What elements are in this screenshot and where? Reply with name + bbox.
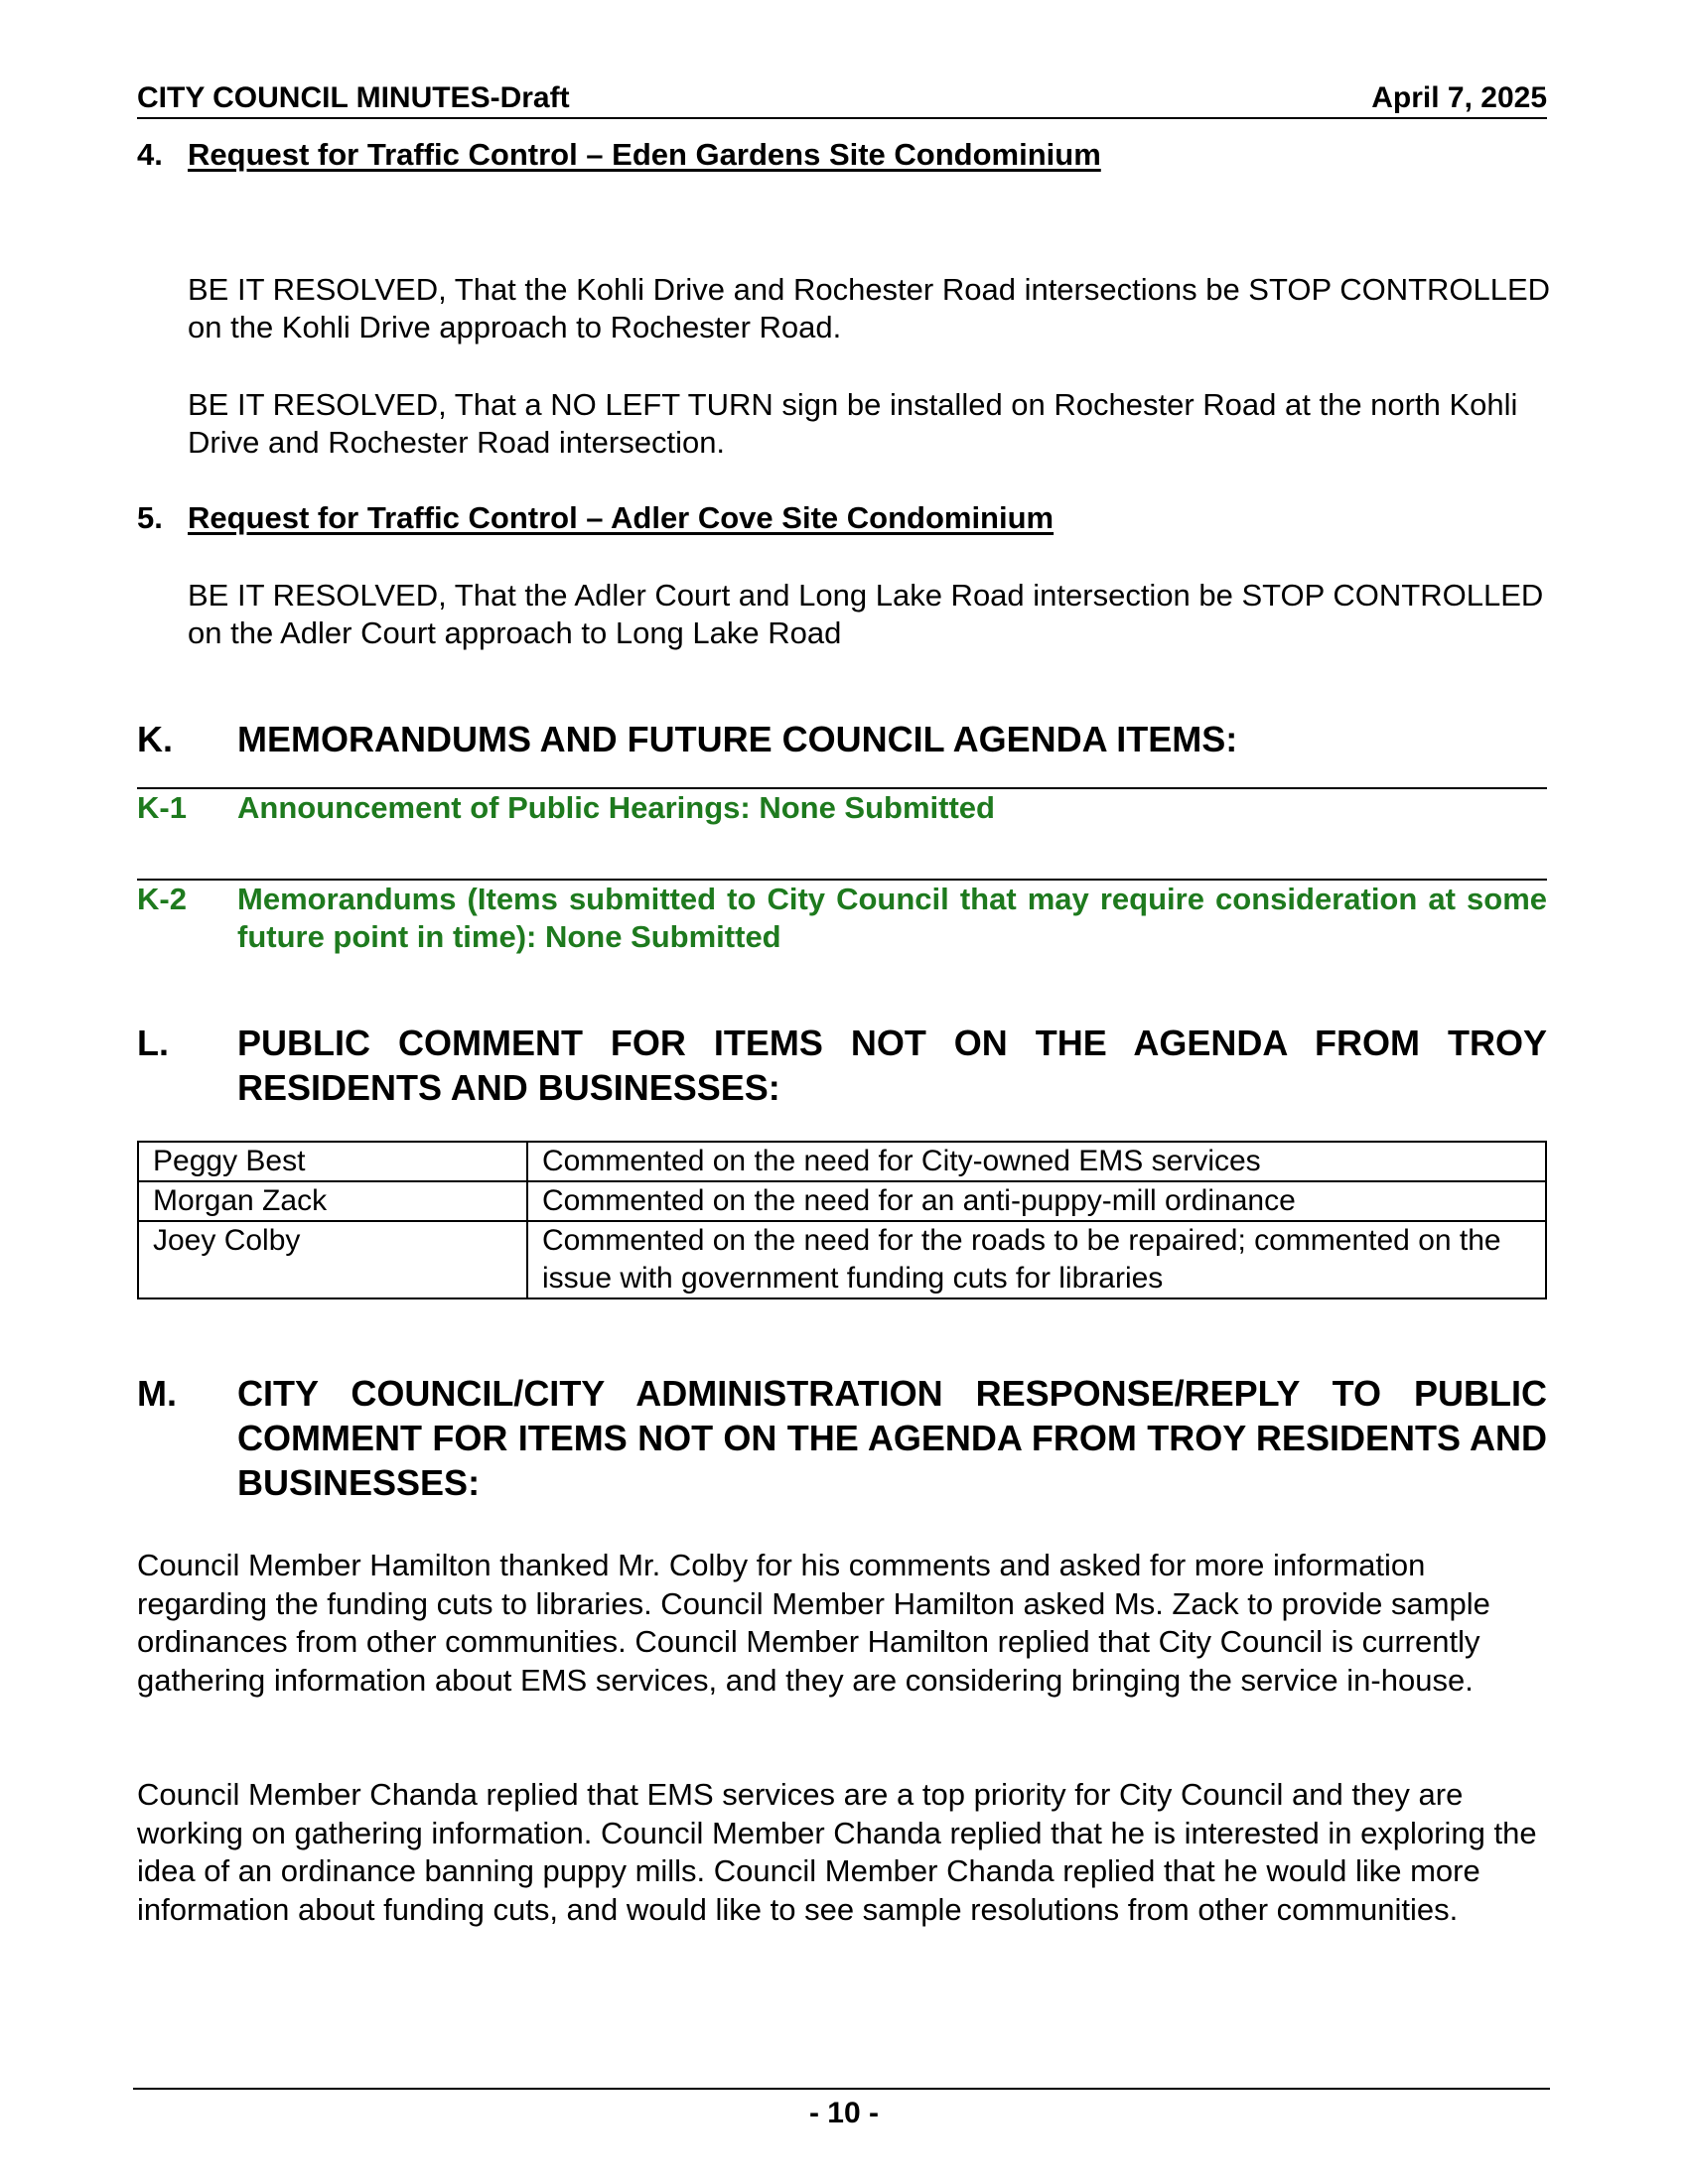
commenter-name: Joey Colby [138,1221,527,1298]
comment-summary: Commented on the need for an anti-puppy-mill ordinance [527,1181,1546,1221]
section-l-heading [137,1021,1547,1110]
commenter-name: Morgan Zack [138,1181,527,1221]
section-letter: M. [137,1373,177,1414]
agenda-item-4 [137,137,1547,177]
subitem-text: Announcement of Public Hearings: None Submitted [237,790,995,825]
section-title: PUBLIC COMMENT FOR ITEMS NOT ON THE AGENDA FROM TROY RESIDENTS AND BUSINESSES: [237,1023,1547,1108]
response-paragraph: Council Member Chanda replied that EMS services are a top priority for City Council and they are working on gathering information. Council Member Chanda replied that he is interested in exploring the idea of an ordinance banning puppy mills. Council Member Chanda replied that he would like more information about funding cuts, and would like to see sample resolutions from other communities. [137,1777,1537,1927]
agenda-item-5 [137,500,1547,540]
subitem-k-1 [137,789,1547,829]
item-number: 5. [137,500,163,535]
comment-summary: Commented on the need for the roads to be repaired; commented on the issue with government funding cuts for libraries [527,1221,1546,1298]
table-row [138,1181,1546,1221]
page-header [137,81,1547,119]
item-number: 4. [137,137,163,172]
item-title: Request for Traffic Control – Adler Cove Site Condominium [188,500,1055,535]
response-paragraph: Council Member Hamilton thanked Mr. Colby for his comments and asked for more information regarding the funding cuts to libraries. Council Member Hamilton asked Ms. Zack to provide sample ordinances from other communities. Council Member Hamilton replied that City Council is currently gathering information about EMS services, and they are considering bringing the service in-house. [137,1548,1490,1698]
comment-summary: Commented on the need for City-owned EMS services [527,1142,1546,1181]
resolution-text: BE IT RESOLVED, That the Kohli Drive and Rochester Road intersections be STOP CONTROLLED on the Kohli Drive approach to Rochester Road. [188,272,1551,344]
section-m-heading [137,1371,1547,1505]
document-title: CITY COUNCIL MINUTES-Draft [137,81,570,114]
table-row [138,1142,1546,1181]
resolution-text: BE IT RESOLVED, That a NO LEFT TURN sign be installed on Rochester Road at the north Kohli Drive and Rochester Road intersection. [188,387,1518,460]
resolution-text: BE IT RESOLVED, That the Adler Court and Long Lake Road intersection be STOP CONTROLLED on the Adler Court approach to Long Lake Road [188,578,1544,650]
section-k-heading [137,717,1547,761]
page-number: - 10 - [808,2097,880,2129]
section-title: CITY COUNCIL/CITY ADMINISTRATION RESPONSE/REPLY TO PUBLIC COMMENT FOR ITEMS NOT ON THE AGENDA FROM TROY RESIDENTS AND BUSINESSES: [237,1373,1547,1503]
public-comment-table [137,1141,1547,1299]
meeting-date: April 7, 2025 [1371,81,1547,114]
table-row [138,1221,1546,1298]
footer-divider [133,2088,1550,2090]
commenter-name: Peggy Best [138,1142,527,1181]
item-title: Request for Traffic Control – Eden Gardens Site Condominium [188,137,1101,172]
subitem-text: Memorandums (Items submitted to City Council that may require consideration at some future point in time): None Submitted [237,882,1547,954]
subitem-k-2 [137,881,1547,960]
section-letter: L. [137,1023,169,1063]
section-letter: K. [137,719,173,759]
section-title: MEMORANDUMS AND FUTURE COUNCIL AGENDA ITEMS: [237,719,1238,759]
subitem-code: K-1 [137,790,187,825]
subitem-code: K-2 [137,882,187,916]
